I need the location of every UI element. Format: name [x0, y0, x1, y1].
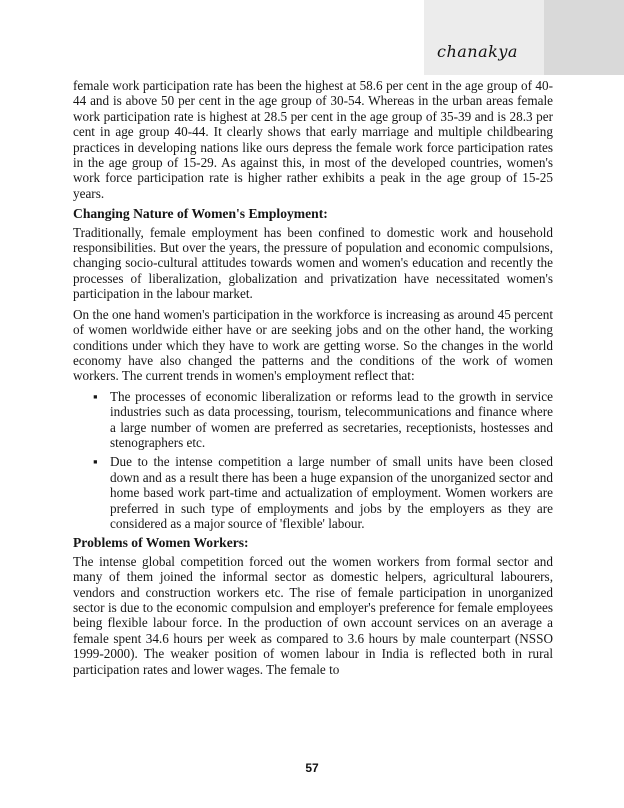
paragraph-4: The intense global competition forced out the women workers from formal sector and many of them joined the informal sector as domestic helpers, agricultural labourers, vendors and construction workers etc. The rise of female participation in unorganized sector is due to the economic compulsion and employer's preference for female employees being flexible labour force. In the production of own account services on an average a female spent 34.6 hours per week as compared to 3.6 hours by male counterpart (NSSO 1999-2000). The weaker position of women labour in India is reflected both in rural participation rates and lower wages. The female to	[73, 553, 553, 677]
paragraph-1: female work participation rate has been the highest at 58.6 per cent in the age group of 40-44 and is above 50 per cent in the age group of 30-54. Whereas in the urban areas female work participation rate is highest at 28.5 per cent in the age group of 35-39 and is 28.3 per cent in age group 40-44. It clearly shows that early marriage and multiple childbearing practices in developing nations like ours depress the female work force participation rates in the age group of 15-29. As against this, in most of the developed countries, women's work force participation rate is higher rather exhibits a peak in the age group of 15-25 years.	[73, 78, 553, 201]
page-number: 57	[305, 761, 319, 775]
bullet-icon: ▪	[93, 388, 98, 404]
logo: chanakya	[437, 42, 518, 61]
header-tab-inner	[424, 0, 544, 75]
list-item	[93, 389, 553, 451]
header-tab	[424, 0, 624, 75]
paragraph-3: On the one hand women's participation in the workforce is increasing as around 45 percent of women worldwide either have or are seeking jobs and on the other hand, the working conditions under which they have to work are getting worse. So the changes in the world economy have also changed the patterns and the conditions of the work of women workers. The current trends in women's employment reflect that:	[73, 306, 553, 384]
bullet-icon: ▪	[93, 454, 98, 470]
heading-changing-nature: Changing Nature of Women's Employment:	[73, 206, 328, 222]
page-body	[73, 78, 553, 682]
trends-list	[73, 389, 553, 532]
list-item-text: Due to the intense competition a large number of small units have been closed down and as a result there has been a huge expansion of the unorganized sector and home based work part-time and actualization of employment. Women workers are preferred in such type of employments and jobs by the employers as they are considered as a major source of 'flexible' labour.	[110, 454, 553, 531]
list-item-text: The processes of economic liberalization or reforms lead to the growth in service industries such as data processing, tourism, telecommunications and finance where a large number of women are preferred as secretaries, receptionists, hostesses and stenographers etc.	[110, 388, 553, 450]
paragraph-2: Traditionally, female employment has been confined to domestic work and household responsibilities. But over the years, the pressure of population and economic compulsions, changing socio-cultural attitudes towards women and women's education and recently the processes of liberalization, globalization and privatization have necessitated women's participation in the labour market.	[73, 224, 553, 302]
heading-problems: Problems of Women Workers:	[73, 535, 249, 551]
list-item	[93, 454, 553, 531]
